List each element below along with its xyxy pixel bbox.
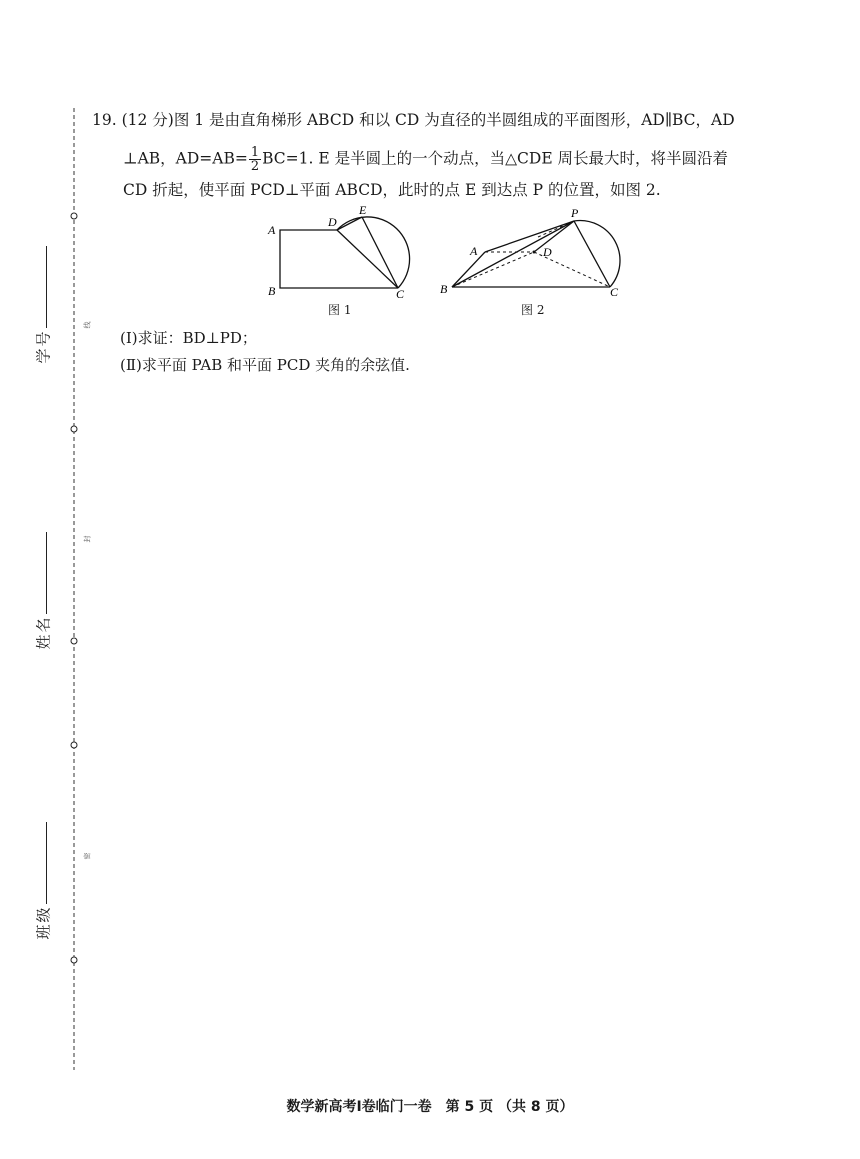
fig2-label-P: P <box>571 206 579 220</box>
seal-hole-2 <box>71 426 77 432</box>
semicircle-cd <box>337 217 410 288</box>
question-line2-post: BC=1. E 是半圆上的一个动点，当△CDE 周长最大时，将半圆沿着 <box>262 149 729 168</box>
question-line1-text: 图 1 是由直角梯形 ABCD 和以 CD 为直径的半圆组成的平面图形，AD∥BC，AD <box>173 111 735 129</box>
seal-hole-4 <box>71 742 77 748</box>
question-line-2 <box>123 146 728 173</box>
page-footer: 数学新高考Ⅰ卷临门一卷 第 5 页 （共 8 页） <box>286 1099 574 1115</box>
segment-pc <box>574 221 610 287</box>
question-line3-text: CD 折起，使平面 PCD⊥平面 ABCD，此时的点 E 到达点 P 的位置，如图 2. <box>123 181 661 199</box>
question-score: (12 分) <box>121 111 174 129</box>
name-underline <box>46 532 47 614</box>
figure-2 <box>438 205 628 300</box>
seal-char-xian: 线 <box>83 321 92 329</box>
seal-hole-1 <box>71 213 77 219</box>
seal-char-feng: 封 <box>83 535 92 543</box>
segment-ec <box>362 217 398 288</box>
fig2-label-B: B <box>440 282 448 296</box>
student-id-label: 学号 <box>34 329 53 364</box>
student-id-underline <box>46 246 47 328</box>
trapezoid-abcd <box>280 230 398 288</box>
fig1-label-E: E <box>359 203 367 217</box>
name-label: 姓名 <box>34 615 53 650</box>
fig2-label-D: D <box>543 245 552 259</box>
seal-hole-3 <box>71 638 77 644</box>
fraction-numerator: 1 <box>250 145 260 160</box>
question-part-1: (Ⅰ)求证：BD⊥PD； <box>120 329 257 347</box>
figure-2-caption: 图 2 <box>521 303 545 317</box>
question-line-3 <box>123 180 661 200</box>
fig1-label-D: D <box>328 215 337 229</box>
fraction-denominator: 2 <box>250 159 260 174</box>
segment-bd-dashed <box>452 252 534 287</box>
segment-dc <box>337 230 398 288</box>
fraction-one-half <box>249 146 261 173</box>
question-number: 19. <box>92 111 117 129</box>
seal-dashed-line <box>66 108 84 1070</box>
fig1-label-A: A <box>268 223 276 237</box>
semicircle-pc <box>574 221 620 287</box>
point-d <box>533 251 536 254</box>
class-label: 班级 <box>34 905 53 940</box>
question-line-1 <box>92 110 735 130</box>
seal-hole-5 <box>71 957 77 963</box>
fig1-label-C: C <box>396 287 405 300</box>
fig2-label-C: C <box>610 285 619 299</box>
segment-pa <box>485 221 574 252</box>
question-line2-pre: ⊥AB，AD=AB= <box>123 149 248 168</box>
fig1-label-B: B <box>268 284 276 298</box>
segment-ab <box>452 252 485 287</box>
fig2-label-A: A <box>470 244 478 258</box>
segment-de <box>337 217 362 230</box>
seal-char-mi: 密 <box>83 852 92 860</box>
figure-1-caption: 图 1 <box>328 303 352 317</box>
figure-1 <box>262 200 422 300</box>
class-underline <box>46 822 47 904</box>
question-part-2: (Ⅱ)求平面 PAB 和平面 PCD 夹角的余弦值. <box>120 356 410 374</box>
